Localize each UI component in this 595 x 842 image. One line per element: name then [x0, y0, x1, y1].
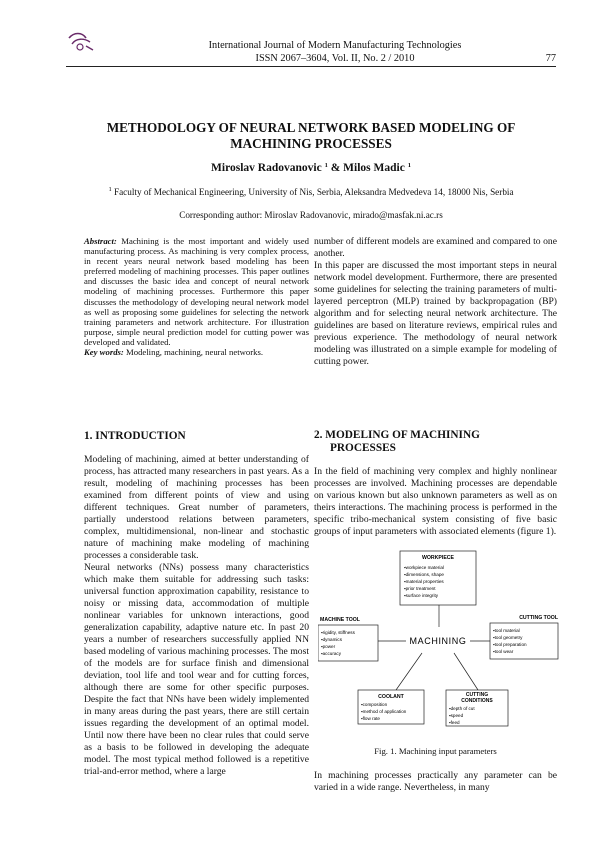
figure-caption: Fig. 1. Machining input parameters — [374, 746, 497, 756]
journal-header — [150, 40, 520, 65]
section-2-paragraph-1: In the field of machining very complex and highly nonlinear processes are involved. Machining processes are dependable on various known but also unknown parameters as well as on theirs interactions. The machining process is performed in the specific tribo-mechanical system consisting of five basic groups of input parameters with associated elements (figure 1). — [314, 466, 557, 537]
affiliation-text: Faculty of Mechanical Engineering, University of Nis, Serbia, Aleksandra Medvedeva 14, 18000 Nis, Serbia — [113, 187, 514, 197]
cutting-conditions-item: ▪feed — [449, 720, 460, 725]
workpiece-item: ▪surface integrity — [404, 593, 439, 598]
cutting-tool-item: ▪tool material — [493, 628, 520, 633]
coolant-title: COOLANT — [378, 694, 404, 700]
abstract — [84, 236, 309, 357]
machine-tool-item: ▪accuracy — [321, 651, 342, 656]
corresponding-author: Corresponding author: Miroslav Radovanovic, mirado@masfak.ni.ac.rs — [179, 210, 443, 220]
author-2: Milos Madic — [343, 162, 405, 174]
cutting-tool-item: ▪tool geometry — [493, 635, 523, 640]
workpiece-item: ▪prior treatment — [404, 586, 436, 591]
intro-continued-paragraph: number of different models are examined and compared to one another. — [314, 236, 557, 259]
section-1-paragraph-2: Neural networks (NNs) possess many characteristics which make them suitable for addressing such tasks: universal function approximation capability, resistance to noisy or missing data, accommodation of multiple nonlinear variables for unknown interactions, good generalization capability, adaptive nature etc. In past 20 years a number of researchers successfully applied NN based modeling of various machining processes. The most of the models are for surface finish and dimensional deviation, tool life and tool wear and for cutting forces, although there are some for other specific purposes. Despite the fact that NNs have been widely implemented in many areas during the past years, there are still certain issues regarding the development of an optimal model. Until now there have been no clear rules that could serve as a basis to be followed in developing the adequate model. The most typical method followed is a repetitive trial-and-error method, where a large — [84, 562, 309, 777]
cutting-tool-title: CUTTING TOOL — [519, 615, 558, 621]
header-rule — [66, 66, 556, 67]
machining-center-label: MACHINING — [409, 636, 467, 646]
paper-title — [66, 120, 556, 151]
workpiece-item: ▪material properties — [404, 579, 444, 584]
authors — [66, 162, 556, 174]
title-line-1: METHODOLOGY OF NEURAL NETWORK BASED MODELING OF — [106, 120, 516, 135]
author-amp: & — [330, 162, 341, 174]
cutting-tool-item: ▪tool preparation — [493, 642, 527, 647]
section-2-heading-line-2: PROCESSES — [330, 442, 396, 455]
cutting-conditions-title-1: CUTTING — [465, 692, 489, 698]
machine-tool-item: ▪dynamics — [321, 637, 343, 642]
journal-name: International Journal of Modern Manufacturing Technologies — [208, 40, 462, 51]
cutting-conditions-item: ▪speed — [449, 713, 464, 718]
machine-tool-item: ▪power — [321, 644, 336, 649]
section-1-heading: 1. INTRODUCTION — [84, 430, 186, 442]
intro-continued — [314, 236, 557, 368]
workpiece-item: ▪workpiece material — [404, 565, 444, 570]
keywords-text: Modeling, machining, neural networks. — [126, 347, 264, 358]
section-2-heading-line-1: 2. MODELING OF MACHINING — [314, 429, 480, 441]
section-2-heading — [314, 429, 557, 456]
affiliation — [66, 187, 556, 197]
affiliation-sup: 1 — [108, 186, 112, 193]
section-1-body — [84, 454, 309, 778]
abstract-label: Abstract: — [84, 236, 117, 246]
author-1: Miroslav Radovanovic — [211, 162, 322, 174]
machine-tool-title: MACHINE TOOL — [320, 617, 360, 623]
journal-logo — [66, 30, 96, 54]
cutting-conditions-title-2: CONDITIONS — [461, 698, 493, 704]
coolant-item: ▪composition — [361, 702, 388, 707]
workpiece-title: WORKPIECE — [422, 555, 454, 561]
coolant-item: ▪method of application — [361, 709, 407, 714]
section-2-paragraph-2: In machining processes practically any parameter can be varied in a wide range. Nevertheless, in many — [314, 770, 557, 793]
abstract-text: Machining is the most important and widely used manufacturing process. As machining is very complex process, in recent years neural network based modeling has been preferred modeling of machining processes. This paper outlines and discusses the basic idea and concept of neural network modeling of machining processes. Furthermore this paper discusses the methodology of developing neural network model as well as proposing some guidelines for selecting the network training parameters and network architecture. For illustration purpose, simple neural prediction model for cutting power was developed and validated. — [84, 236, 309, 347]
cutting-conditions-item: ▪depth of cut — [449, 706, 475, 711]
figure-connectors — [378, 605, 490, 690]
intro-paragraph-3: In this paper are discussed the most important steps in neural network model development. Furthermore, there are presented some guidelines for selecting the training parameters of multi-layered perceptron (MLP) trained by backpropagation (BP) algorithm and for selecting neural network architecture. The guidelines are based on literature reviews, empirical rules and previous experience. The methodology of neural network modeling was illustrated on a simple example for modeling of cutting power. — [314, 260, 557, 367]
coolant-item: ▪flow rate — [361, 716, 380, 721]
cutting-tool-item: ▪tool wear — [493, 649, 514, 654]
author-1-sup: 1 — [324, 162, 328, 169]
title-line-2: MACHINING PROCESSES — [230, 135, 392, 151]
workpiece-item: ▪dimensions, shape — [404, 572, 444, 577]
keywords-label: Key words: — [84, 347, 124, 358]
author-2-sup: 1 — [407, 162, 411, 169]
page-number: 77 — [545, 53, 556, 64]
figure-machining-parameters — [318, 545, 560, 733]
issn-line: ISSN 2067–3604, Vol. II, No. 2 / 2010 — [255, 52, 415, 64]
section-1-paragraph-1: Modeling of machining, aimed at better understanding of process, has attracted many researchers in past years. As a result, modeling of machining processes has been examined from different points of view and using different techniques. Great number of parameters, partially understood relations between parameters, complex, multidimensional, non-linear and stochastic nature of machining make modeling of machining processes a considerable task. — [84, 454, 309, 561]
machine-tool-item: ▪rigidity, stiffness — [321, 630, 355, 635]
